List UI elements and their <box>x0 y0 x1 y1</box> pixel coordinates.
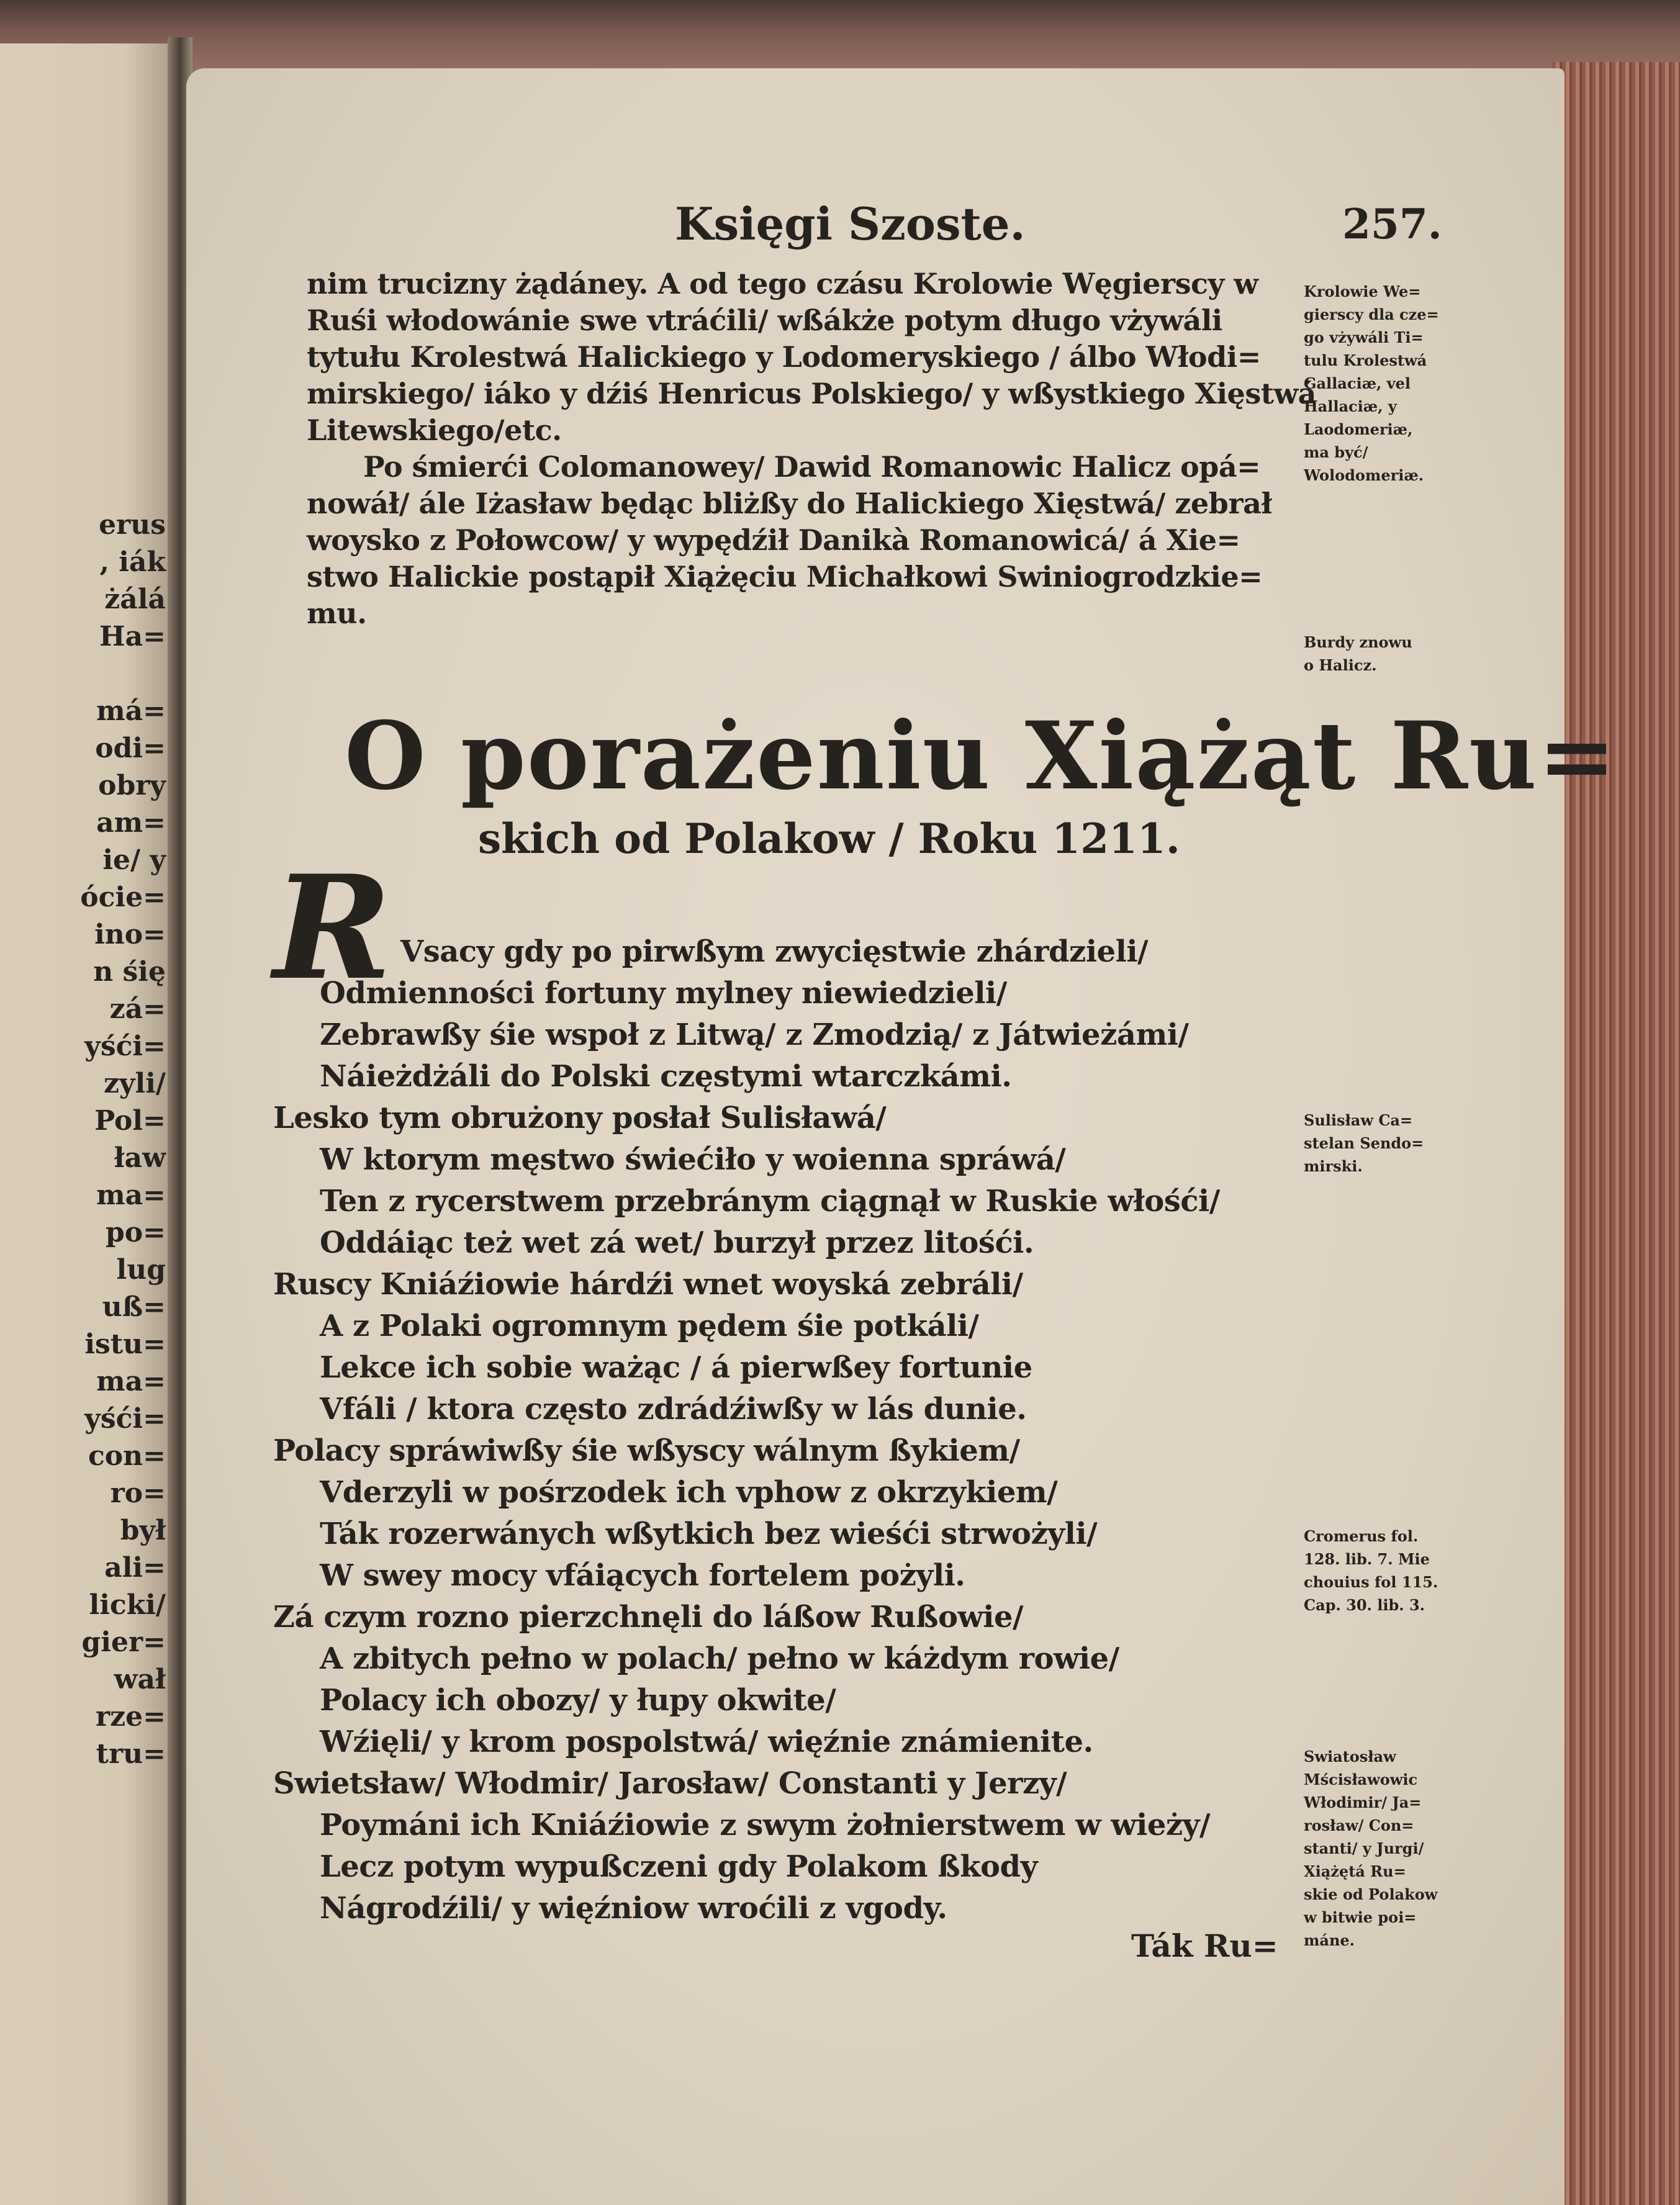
margin-note-line: ma być/ <box>1304 443 1368 461</box>
running-head: Księgi Szoste. <box>675 197 1026 250</box>
margin-note-line: máne. <box>1304 1931 1355 1949</box>
margin-note-line: Wolodomeriæ. <box>1304 466 1424 484</box>
left-page-text-fragment: ócie= <box>80 882 166 913</box>
verse-line: W swey mocy vfáiących fortelem pożyli. <box>320 1558 965 1593</box>
body-text-line: Po śmierći Colomanowey/ Dawid Romanowic Halicz opá= <box>363 450 1261 484</box>
margin-note-line: go vżywáli Ti= <box>1304 328 1424 346</box>
left-page-text-fragment: tru= <box>96 1738 166 1770</box>
verse-line: Nágrodźili/ y więźniow wroćili z vgody. <box>320 1891 947 1926</box>
book-page-edges <box>1552 62 1680 2205</box>
left-page-text-fragment: obry <box>98 770 166 801</box>
left-page-text-fragment: istu= <box>84 1328 166 1360</box>
left-page-text-fragment: odi= <box>95 733 166 764</box>
body-text-line: mu. <box>307 597 367 630</box>
left-page-text-fragment: erus <box>99 509 166 541</box>
body-text-line: Ruśi włodowánie swe vtráćili/ wßákże potym długo vżywáli <box>307 304 1222 337</box>
margin-note-line: chouius fol 115. <box>1304 1573 1438 1591</box>
body-text-line: nim trucizny żądáney. A od tego czásu Krolowie Węgierscy w <box>307 267 1258 300</box>
margin-note-line: 128. lib. 7. Mie <box>1304 1550 1430 1568</box>
left-page-text-fragment: rze= <box>95 1701 166 1733</box>
left-page-text-fragment: żálá <box>104 584 166 615</box>
left-page-text-fragment: yśći= <box>84 1030 166 1062</box>
drop-cap: R <box>273 844 392 1012</box>
verse-line: Ten z rycerstwem przebránym ciągnął w Ruskie włośći/ <box>320 1184 1220 1219</box>
verse-line: Swietsław/ Włodmir/ Jarosław/ Constanti y Jerzy/ <box>273 1766 1067 1801</box>
body-text-line: stwo Halickie postąpił Xiążęciu Michałkowi Swiniogrodzkie= <box>307 560 1263 593</box>
margin-note-line: Cap. 30. lib. 3. <box>1304 1596 1425 1614</box>
left-page-text-fragment: am= <box>96 807 166 839</box>
left-page-text-fragment: n śię <box>93 956 166 988</box>
body-text-line: nowáł/ ále Iżasław będąc bliżßy do Halickiego Xięstwá/ zebrał <box>307 487 1272 520</box>
left-page-text-fragment: ino= <box>94 919 166 950</box>
margin-note-line: stelan Sendo= <box>1304 1134 1424 1152</box>
verse-line: Lekce ich sobie ważąc / á pierwßey fortunie <box>320 1350 1032 1385</box>
margin-note-line: Burdy znowu <box>1304 633 1412 651</box>
margin-note-line: Włodimir/ Ja= <box>1304 1793 1422 1811</box>
verse-line: W ktorym męstwo świećiło y woienna spráwá/ <box>320 1142 1066 1177</box>
left-page-text-fragment: Ha= <box>99 621 166 652</box>
margin-note-line: Cromerus fol. <box>1304 1527 1419 1545</box>
verse-line: Polacy spráwiwßy śie wßyscy wálnym ßykiem/ <box>273 1433 1020 1468</box>
verse-line: Vsacy gdy po pirwßym zwycięstwie zhárdzieli/ <box>400 934 1149 969</box>
margin-note-line: Hallaciæ, y <box>1304 397 1397 415</box>
verse-line: Vfáli / ktora często zdrádźiwßy w lás dunie. <box>320 1392 1027 1427</box>
left-page-text-fragment: ław <box>114 1142 166 1174</box>
margin-note-line: Xiążętá Ru= <box>1304 1862 1406 1880</box>
margin-note-line: Gallaciæ, vel <box>1304 374 1411 392</box>
left-page-text-fragment: ma= <box>96 1179 166 1211</box>
body-text-line: Litewskiego/etc. <box>307 413 562 447</box>
left-page-text-fragment: uß= <box>102 1291 166 1323</box>
verse-line: Ták rozerwánych wßytkich bez wieśći strwożyli/ <box>320 1517 1098 1551</box>
section-title: O porażeniu Xiążąt Ru= <box>345 701 1617 811</box>
verse-line: A z Polaki ogromnym pędem śie potkáli/ <box>320 1309 979 1343</box>
verse-line: Poymáni ich Kniáźiowie z swym żołnierstwem w wieży/ <box>320 1808 1211 1842</box>
left-page-text-fragment: gier= <box>81 1626 166 1658</box>
left-page-text-fragment: po= <box>106 1217 166 1248</box>
verse-line: Oddáiąc też wet zá wet/ burzył przez litośći. <box>320 1225 1034 1260</box>
left-page <box>0 43 177 2205</box>
left-page-text-fragment: ali= <box>104 1552 166 1584</box>
verse-line: Ruscy Kniáźiowie hárdźi wnet woyská zebráli/ <box>273 1267 1023 1302</box>
left-page-text-fragment: ro= <box>110 1477 166 1509</box>
margin-note-line: gierscy dla cze= <box>1304 305 1439 323</box>
verse-line: Zebrawßy śie wspoł z Litwą/ z Zmodzią/ z Játwieżámi/ <box>320 1017 1189 1052</box>
catchword: Ták Ru= <box>1131 1928 1278 1964</box>
verse-line: Náieżdżáli do Polski częstymi wtarczkámi. <box>320 1059 1012 1094</box>
left-page-text-fragment: zyli/ <box>103 1068 166 1099</box>
body-text-line: woysko z Połowcow/ y wypędźił Danikà Romanowicá/ á Xie= <box>307 523 1240 557</box>
left-page-text-fragment: licki/ <box>89 1589 166 1621</box>
verse-line: Odmienności fortuny mylney niewiedzieli/ <box>320 976 1007 1011</box>
section-subtitle: skich od Polakow / Roku 1211. <box>478 814 1180 863</box>
left-page-text-fragment: con= <box>88 1440 166 1472</box>
left-page-text-fragment: wał <box>114 1664 166 1695</box>
margin-note-line: Sulisław Ca= <box>1304 1111 1413 1129</box>
left-page-text-fragment: lug <box>116 1254 166 1286</box>
margin-note-line: skie od Polakow <box>1304 1885 1438 1903</box>
left-page-text-fragment: má= <box>96 695 166 727</box>
margin-note-line: Mścisławowic <box>1304 1770 1418 1788</box>
verse-line: Polacy ich obozy/ y łupy okwite/ <box>320 1683 836 1718</box>
left-page-text-fragment: był <box>120 1515 166 1546</box>
margin-note-line: mirski. <box>1304 1157 1363 1175</box>
margin-note-line: o Halicz. <box>1304 656 1377 674</box>
left-page-text-fragment: yśći= <box>84 1403 166 1435</box>
margin-note-line: stanti/ y Jurgi/ <box>1304 1839 1424 1857</box>
margin-note-line: Swiatosław <box>1304 1747 1396 1765</box>
left-page-text-fragment: Pol= <box>94 1105 166 1137</box>
verse-line: Vderzyli w pośrzodek ich vphow z okrzykiem/ <box>320 1475 1058 1510</box>
page-number: 257. <box>1342 200 1442 248</box>
left-page-text-fragment: zá= <box>109 993 166 1025</box>
verse-line: A zbitych pełno w polach/ pełno w káżdym rowie/ <box>320 1641 1119 1676</box>
left-page-text-fragment: ie/ y <box>102 844 166 876</box>
verse-line: Zá czym rozno pierzchnęli do láßow Rußowie/ <box>273 1600 1024 1635</box>
verse-line: Lesko tym obrużony posłał Sulisławá/ <box>273 1101 887 1135</box>
margin-note-line: rosław/ Con= <box>1304 1816 1414 1834</box>
left-page-text-fragment: ma= <box>96 1366 166 1397</box>
body-text-line: tytułu Krolestwá Halickiego y Lodomeryskiego / álbo Włodi= <box>307 340 1261 374</box>
verse-line: Lecz potym wypußczeni gdy Polakom ßkody <box>320 1849 1037 1884</box>
margin-note-line: Krolowie We= <box>1304 282 1421 300</box>
margin-note-line: Laodomeriæ, <box>1304 420 1413 438</box>
margin-note-line: tulu Krolestwá <box>1304 351 1427 369</box>
verse-line: Wźięli/ y krom pospolstwá/ więźnie známienite. <box>320 1725 1093 1759</box>
left-page-text-fragment: , iák <box>99 546 166 578</box>
body-text-line: mirskiego/ iáko y dźiś Henricus Polskiego/ y wßystkiego Xięstwá <box>307 377 1316 410</box>
margin-note-line: w bitwie poi= <box>1304 1908 1417 1926</box>
